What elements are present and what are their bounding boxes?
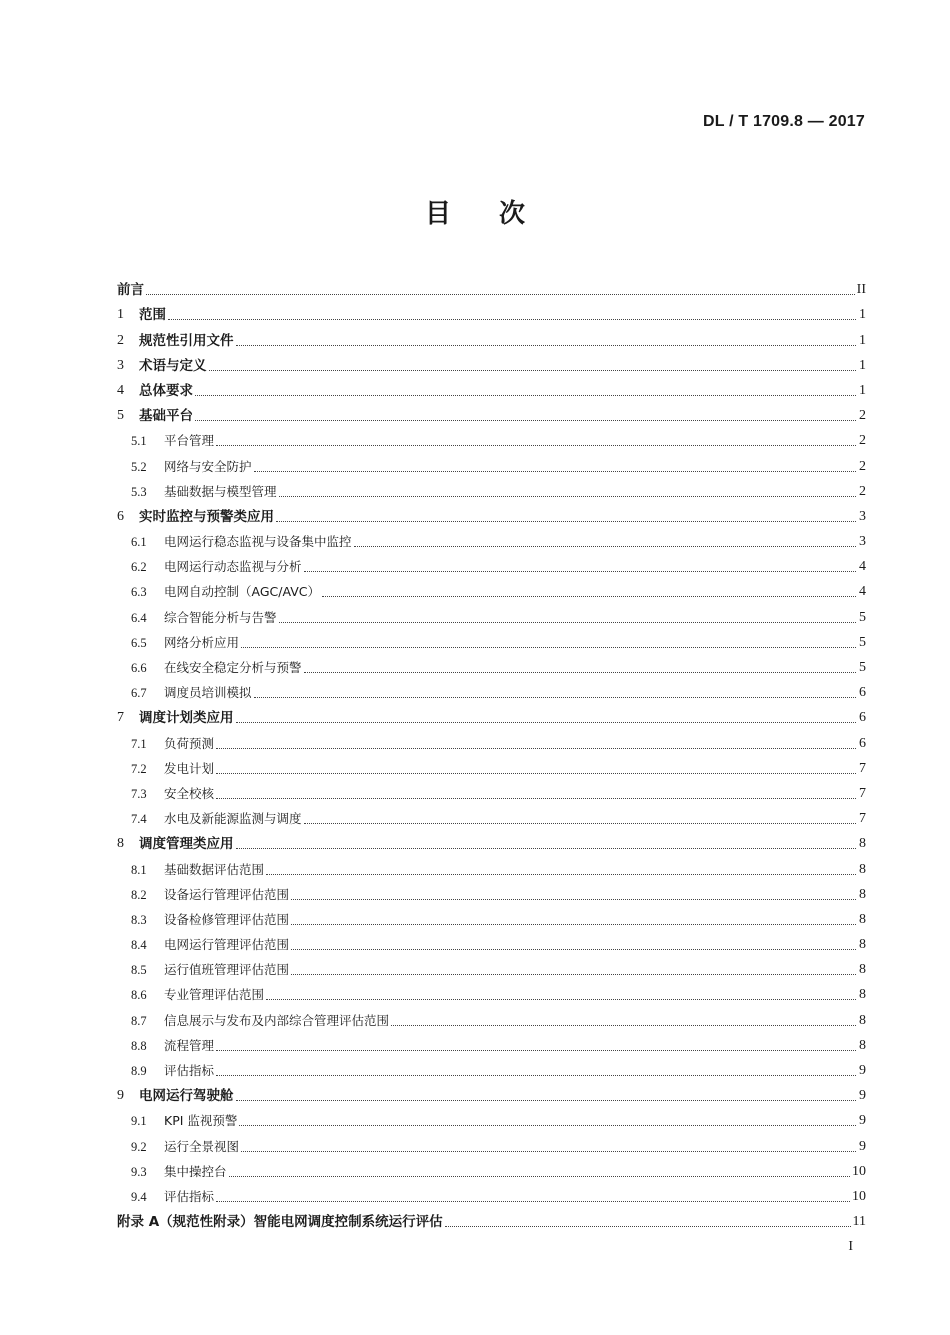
dot-leader <box>236 1099 857 1101</box>
toc-entry-number: 6.2 <box>131 560 147 575</box>
toc-entry-number: 6.3 <box>131 585 147 600</box>
toc-entry[interactable] <box>117 678 866 703</box>
toc-entry-page: 6 <box>859 685 866 701</box>
toc-entry[interactable] <box>117 1056 866 1081</box>
toc-entry-page: 6 <box>859 710 866 726</box>
toc-entry-number: 8.7 <box>131 1013 147 1028</box>
toc-entry-number: 9.1 <box>131 1114 147 1129</box>
dot-leader <box>354 545 856 547</box>
dot-leader <box>241 1150 856 1152</box>
toc-entry-label: 电网运行动态监视与分析 <box>164 559 302 575</box>
dot-leader <box>236 721 857 723</box>
toc-entry-page: 8 <box>859 1012 866 1028</box>
toc-entry-number: 8.2 <box>131 887 147 902</box>
dot-leader <box>279 621 856 623</box>
toc-entry[interactable] <box>117 1005 866 1030</box>
toc-entry[interactable] <box>117 426 866 451</box>
toc-entry-number: 5.2 <box>131 459 147 474</box>
toc-entry-number: 8.1 <box>131 862 147 877</box>
toc-entry-page: II <box>856 282 866 298</box>
toc-entry[interactable] <box>117 451 866 476</box>
toc-entry[interactable] <box>117 527 866 552</box>
dot-leader <box>236 847 857 849</box>
toc-entry[interactable] <box>117 804 866 829</box>
toc-entry-label: 电网自动控制（AGC/AVC） <box>164 584 320 600</box>
toc-entry-label: 基础数据与模型管理 <box>164 483 277 499</box>
dot-leader <box>229 1175 850 1177</box>
toc-entry[interactable] <box>117 905 866 930</box>
toc-entry-number: 5.1 <box>131 434 147 449</box>
toc-entry-number: 6.4 <box>131 610 147 625</box>
dot-leader <box>304 822 856 824</box>
toc-entry-label: 在线安全稳定分析与预警 <box>164 660 302 675</box>
dot-leader <box>241 646 856 648</box>
toc-entry-label: 集中操控台 <box>164 1163 227 1179</box>
toc-entry-page: 8 <box>859 987 866 1003</box>
toc-entry-label: 设备检修管理评估范围 <box>164 911 290 927</box>
toc-entry[interactable] <box>117 325 866 350</box>
toc-entry[interactable] <box>117 275 866 300</box>
toc-entry-page: 8 <box>859 886 866 902</box>
toc-entry-number: 1 <box>117 307 124 323</box>
toc-entry[interactable] <box>117 1207 866 1232</box>
toc-entry-number: 8.4 <box>131 938 147 953</box>
toc-entry[interactable] <box>117 1031 866 1056</box>
toc-entry-label: 安全校核 <box>164 785 215 801</box>
toc-entry-label: 前言 <box>117 282 144 299</box>
toc-entry-label: 电网运行稳态监视与设备集中监控 <box>164 534 352 550</box>
dot-leader <box>291 948 856 950</box>
toc-entry-label: 评估指标 <box>164 1188 215 1204</box>
toc-entry-page: 1 <box>859 332 866 348</box>
toc-entry-page: 10 <box>852 1163 866 1179</box>
dot-leader <box>291 923 856 925</box>
toc-entry-page: 4 <box>859 559 866 575</box>
toc-entry-label: 运行值班管理评估范围 <box>164 962 290 978</box>
dot-leader <box>146 293 855 295</box>
toc-entry-number: 8 <box>117 836 124 852</box>
toc-entry-number: 8.9 <box>131 1064 147 1078</box>
toc-entry-label: KPI 监视预警 <box>164 1113 238 1129</box>
toc-entry-number: 7.2 <box>131 761 147 776</box>
toc-entry[interactable] <box>117 401 866 426</box>
toc-entry-page: 4 <box>859 584 866 600</box>
toc-entry-number: 3 <box>117 357 124 373</box>
toc-entry-label: 水电及新能源监测与调度 <box>164 811 302 827</box>
toc-entry[interactable] <box>117 300 866 325</box>
dot-leader <box>291 973 856 975</box>
toc-entry-label: 总体要求 <box>139 382 193 399</box>
toc-entry-number: 6.1 <box>131 535 147 550</box>
toc-entry-page: 7 <box>859 760 866 776</box>
dot-leader <box>216 797 856 799</box>
toc-entry-number: 5.3 <box>131 484 147 499</box>
toc-entry-label: 网络与安全防护 <box>164 458 252 474</box>
dot-leader <box>195 394 856 396</box>
toc-entry-label: 电网运行驾驶舱 <box>139 1088 234 1105</box>
toc-entry-number: 7.1 <box>131 736 147 751</box>
toc-entry-page: 7 <box>859 811 866 827</box>
toc-entry-number: 6.6 <box>131 661 147 675</box>
toc-entry-label: 平台管理 <box>164 433 215 449</box>
toc-entry[interactable] <box>117 351 866 376</box>
toc-entry-page: 8 <box>859 962 866 978</box>
toc-entry-number: 6.5 <box>131 635 147 650</box>
toc-entry-number: 6.7 <box>131 686 147 701</box>
toc-entry-page: 5 <box>859 660 866 675</box>
dot-leader <box>216 1200 850 1202</box>
dot-leader <box>266 873 856 875</box>
toc-entry[interactable] <box>117 577 866 602</box>
toc-entry-label: 调度管理类应用 <box>139 836 234 853</box>
toc-entry-page: 3 <box>859 508 866 524</box>
dot-leader <box>216 1049 856 1051</box>
toc-entry-page: 1 <box>859 357 866 373</box>
toc-entry-label: 发电计划 <box>164 760 215 776</box>
dot-leader <box>276 520 856 522</box>
toc-entry-label: 运行全景视图 <box>164 1138 240 1154</box>
table-of-contents <box>117 275 866 1232</box>
toc-entry-page: 3 <box>859 534 866 550</box>
dot-leader <box>279 495 856 497</box>
toc-entry[interactable] <box>117 602 866 627</box>
toc-entry[interactable] <box>117 1157 866 1182</box>
dot-leader <box>216 772 856 774</box>
toc-entry[interactable] <box>117 1131 866 1156</box>
dot-leader <box>216 444 856 446</box>
toc-entry-label: 设备运行管理评估范围 <box>164 886 290 902</box>
toc-entry-page: 6 <box>859 735 866 751</box>
toc-entry[interactable] <box>117 754 866 779</box>
toc-entry[interactable] <box>117 628 866 653</box>
toc-entry-number: 5 <box>117 408 124 424</box>
toc-entry[interactable] <box>117 502 866 527</box>
toc-entry[interactable] <box>117 930 866 955</box>
toc-entry-number: 7.4 <box>131 812 147 827</box>
toc-entry-page: 8 <box>859 1037 866 1053</box>
toc-entry[interactable] <box>117 880 866 905</box>
toc-entry-number: 9 <box>117 1088 124 1104</box>
toc-entry[interactable] <box>117 376 866 401</box>
toc-entry-page: 2 <box>859 433 866 449</box>
toc-entry-label: 范围 <box>139 307 166 324</box>
toc-entry-label: 网络分析应用 <box>164 634 240 650</box>
toc-entry-label: 规范性引用文件 <box>139 332 234 349</box>
toc-entry-page: 2 <box>859 408 866 424</box>
toc-entry[interactable] <box>117 1081 866 1106</box>
toc-entry-number: 6 <box>117 508 124 524</box>
dot-leader <box>322 595 856 597</box>
toc-entry-number: 2 <box>117 332 124 348</box>
toc-entry-number: 8.6 <box>131 988 147 1003</box>
dot-leader <box>391 1024 856 1026</box>
toc-entry-number: 9.4 <box>131 1189 147 1204</box>
toc-entry-number: 8.8 <box>131 1038 147 1053</box>
dot-leader <box>216 747 856 749</box>
toc-entry-number: 8.5 <box>131 963 147 978</box>
toc-entry-page: 10 <box>852 1188 866 1204</box>
toc-entry-page: 11 <box>852 1214 866 1230</box>
toc-entry-label: 评估指标 <box>164 1063 215 1078</box>
toc-entry-page: 9 <box>859 1113 866 1129</box>
page-number: I <box>848 1239 853 1254</box>
toc-entry-label: 实时监控与预警类应用 <box>139 508 274 525</box>
toc-entry-number: 7.3 <box>131 786 147 801</box>
toc-entry-page: 9 <box>859 1138 866 1154</box>
dot-leader <box>239 1124 856 1126</box>
toc-entry-page: 8 <box>859 861 866 877</box>
toc-entry-label: 基础平台 <box>139 408 193 425</box>
toc-entry-label: 专业管理评估范围 <box>164 987 265 1003</box>
toc-entry-page: 5 <box>859 609 866 625</box>
toc-entry[interactable] <box>117 779 866 804</box>
toc-entry-page: 1 <box>859 382 866 398</box>
toc-entry-label: 基础数据评估范围 <box>164 861 265 877</box>
toc-entry-page: 7 <box>859 785 866 801</box>
dot-leader <box>266 998 856 1000</box>
toc-entry-number: 7 <box>117 710 124 726</box>
toc-entry-label: 调度员培训模拟 <box>164 685 252 701</box>
dot-leader <box>209 369 857 371</box>
toc-entry-page: 9 <box>859 1088 866 1104</box>
toc-entry[interactable] <box>117 854 866 879</box>
dot-leader <box>168 318 856 320</box>
toc-entry[interactable] <box>117 980 866 1005</box>
toc-entry[interactable] <box>117 1106 866 1131</box>
toc-entry-number: 4 <box>117 382 124 398</box>
toc-entry-label: 术语与定义 <box>139 357 207 374</box>
toc-entry[interactable] <box>117 955 866 980</box>
dot-leader <box>445 1225 851 1227</box>
toc-entry-page: 1 <box>859 307 866 323</box>
toc-entry-page: 8 <box>859 911 866 927</box>
standard-code: DL / T 1709.8 — 2017 <box>702 113 865 130</box>
toc-entry-number: 9.2 <box>131 1139 147 1154</box>
toc-entry-label: 调度计划类应用 <box>139 710 234 727</box>
toc-entry-label: 电网运行管理评估范围 <box>164 937 290 953</box>
dot-leader <box>254 470 856 472</box>
toc-entry-label: 流程管理 <box>164 1037 215 1053</box>
toc-entry-page: 9 <box>859 1063 866 1078</box>
toc-entry-label: 信息展示与发布及内部综合管理评估范围 <box>164 1012 390 1028</box>
toc-entry-number: 8.3 <box>131 912 147 927</box>
toc-entry-number: 9.3 <box>131 1164 147 1179</box>
page-title: 目次 <box>424 199 573 229</box>
toc-entry-label: 附录 A（规范性附录）智能电网调度控制系统运行评估 <box>117 1214 443 1231</box>
toc-entry-page: 8 <box>859 836 866 852</box>
toc-entry[interactable] <box>117 829 866 854</box>
toc-entry-page: 5 <box>859 634 866 650</box>
dot-leader <box>254 696 856 698</box>
toc-entry-page: 8 <box>859 937 866 953</box>
dot-leader <box>195 419 856 421</box>
toc-entry[interactable] <box>117 1182 866 1207</box>
dot-leader <box>236 344 857 346</box>
dot-leader <box>216 1074 856 1076</box>
toc-entry[interactable] <box>117 552 866 577</box>
toc-entry-page: 2 <box>859 483 866 499</box>
toc-entry[interactable] <box>117 703 866 728</box>
toc-entry[interactable] <box>117 728 866 753</box>
toc-entry-label: 负荷预测 <box>164 735 215 751</box>
dot-leader <box>304 671 856 673</box>
toc-entry[interactable] <box>117 653 866 678</box>
toc-entry-page: 2 <box>859 458 866 474</box>
dot-leader <box>291 898 856 900</box>
toc-entry[interactable] <box>117 477 866 502</box>
toc-entry-label: 综合智能分析与告警 <box>164 609 277 625</box>
dot-leader <box>304 570 856 572</box>
